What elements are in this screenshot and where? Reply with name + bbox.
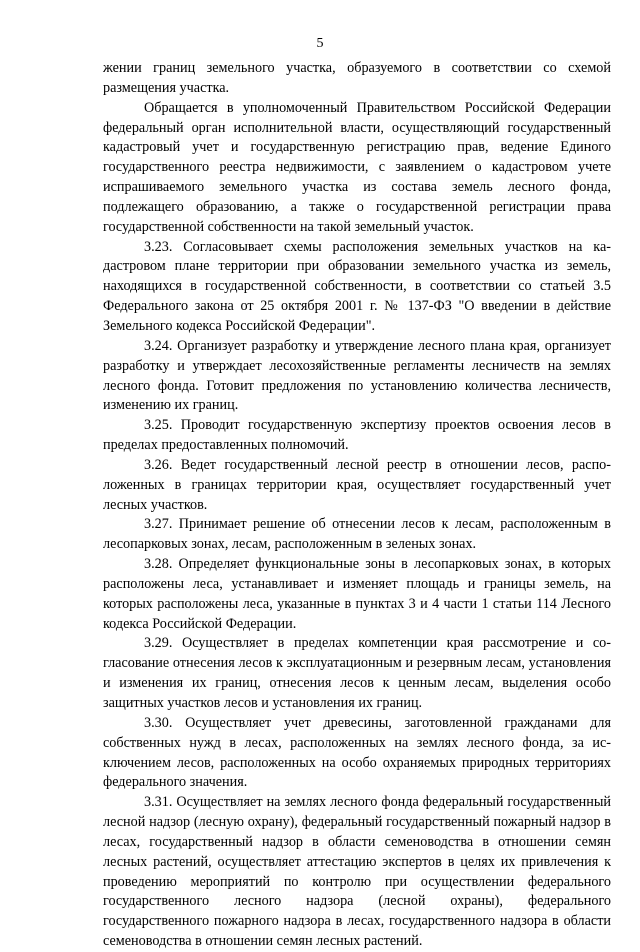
paragraph-3-31: 3.31. Осуществляет на землях лесного фонда федеральный государственный лесной надзор (лесную охрану), федеральный государственный пожарный надзор в лесах, государственный надзор в области семеноводства в отношении семян лесных растений, осуществляет аттестацию экспертов в целях их привлечения к проведению мероприятий по контролю при осуществлении федерального государственного лесного надзора (лесной охраны), федерального государственного пожарного надзора в лесах, государственного надзора в области семеноводства в отношении семян лесных растений. [103, 794, 611, 950]
paragraph-3-24: 3.24. Организует разработку и утверждение лесного плана края, организует разработку и утверждает лесохозяйственные регламенты лесничеств на землях лесного фонда. Готовит предложения по установлению количества лесничеств, изменению их границ. [103, 337, 611, 414]
paragraph-3-27: 3.27. Принимает решение об отнесении лесов к лесам, расположенным в лесопарковых зонах, лесам, расположенным в зеленых зонах. [103, 516, 611, 553]
paragraph-continuation: жении границ земельного участка, образуемого в соответствии со схемой размещения участка. [103, 60, 611, 96]
page-number: 5 [316, 36, 324, 51]
paragraph-registration-request: Обращается в уполномоченный Правительством Российской Федерации федеральный орган исполнительной власти, осуществляющий государственный кадастровый учет и государственную регистрацию прав, ведение Единого государственного реестра недвижимости, с заявлением о кадастровом учете испрашиваемого земельного участка из состава земель лесного фонда, подлежащего образованию, а также о государственной регистрации права государственной собственности на такой земельный участок. [103, 99, 611, 235]
paragraph-3-26: 3.26. Ведет государственный лесной реестр в отношении лесов, расположенных в границах территории края, осуществляет государственный учет лесных участков. [103, 456, 611, 513]
paragraph-3-25: 3.25. Проводит государственную экспертизу проектов освоения лесов в пределах предоставленных полномочий. [103, 417, 611, 454]
document-body [103, 59, 611, 952]
paragraph-3-23: 3.23. Согласовывает схемы расположения земельных участков на кадастровом плане территории при образовании земельного участка из земель, находящихся в государственной собственности, в соответствии со статьей 3.5 Федерального закона от 25 октября 2001 г. № 137-ФЗ "О введении в действие Земельного кодекса Российской Федерации". [103, 238, 611, 334]
paragraph-3-28: 3.28. Определяет функциональные зоны в лесопарковых зонах, в которых расположены леса, устанавливает и изменяет площадь и границы земель, на которых расположены леса, указанные в пунктах 3 и 4 части 1 статьи 114 Лесного кодекса Российской Федерации. [103, 556, 611, 632]
paragraph-3-30: 3.30. Осуществляет учет древесины, заготовленной гражданами для собственных нужд в лесах, расположенных на землях лесного фонда, за исключением лесов, расположенных на особо охраняемых природных территориях федерального значения. [103, 714, 611, 791]
paragraph-3-29: 3.29. Осуществляет в пределах компетенции края рассмотрение и согласование отнесения лесов к эксплуатационным и резервным лесам, установления и изменения их границ, отнесения лесов к ценным лесам, выделения особо защитных участков лесов и установления их границ. [103, 635, 611, 711]
